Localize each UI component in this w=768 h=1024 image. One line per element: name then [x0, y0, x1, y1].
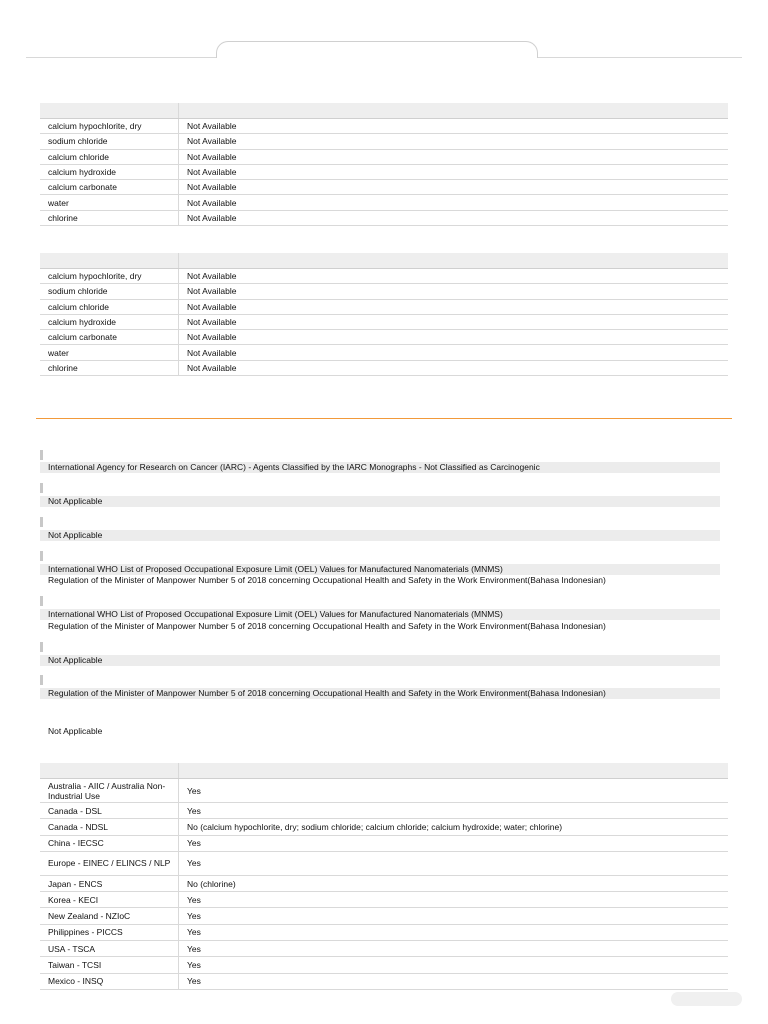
ingredient-cell: calcium carbonate — [40, 180, 179, 195]
value-cell: Not Available — [179, 314, 729, 329]
inventory-name: Europe - EINEC / ELINCS / NLP — [40, 851, 179, 875]
value-cell: Not Available — [179, 119, 729, 134]
inventory-status: No (calcium hypochlorite, dry; sodium chloride; calcium chloride; calcium hydroxide; water; chlorine) — [179, 819, 729, 835]
ingredient-cell: calcium hydroxide — [40, 314, 179, 329]
table-row — [40, 314, 728, 329]
table-row — [40, 924, 728, 940]
value-cell: Not Available — [179, 134, 729, 149]
inventory-name: New Zealand - NZIoC — [40, 908, 179, 924]
regulation-entry: Not Applicable — [40, 655, 720, 666]
regulation-entry: Not Applicable — [40, 496, 720, 507]
subsection-marker — [40, 596, 43, 606]
table-row — [40, 875, 728, 891]
regulation-entry: Regulation of the Minister of Manpower Number 5 of 2018 concerning Occupational Health and Safety in the Work Environment(Bahasa Indonesian) — [40, 688, 720, 699]
table-row — [40, 284, 728, 299]
ingredient-cell: chlorine — [40, 360, 179, 375]
table-row — [40, 180, 728, 195]
inventory-name: USA - TSCA — [40, 941, 179, 957]
ingredient-cell: calcium hypochlorite, dry — [40, 269, 179, 284]
exposure-table-2 — [40, 253, 728, 376]
subsection-marker — [40, 675, 43, 685]
table-row — [40, 908, 728, 924]
table-row — [40, 973, 728, 989]
value-cell: Not Available — [179, 149, 729, 164]
ingredient-cell: calcium hypochlorite, dry — [40, 119, 179, 134]
subsection-marker — [40, 551, 43, 561]
table-header — [40, 253, 728, 269]
ingredient-cell: sodium chloride — [40, 134, 179, 149]
regulation-entry: Not Applicable — [40, 530, 720, 541]
ingredient-cell: calcium hydroxide — [40, 164, 179, 179]
value-cell: Not Available — [179, 180, 729, 195]
table-row — [40, 892, 728, 908]
table-row — [40, 360, 728, 375]
regulation-entry: International WHO List of Proposed Occupational Exposure Limit (OEL) Values for Manufactured Nanomaterials (MNMS) — [40, 564, 720, 575]
value-cell: Not Available — [179, 299, 729, 314]
table-row — [40, 149, 728, 164]
value-cell: Not Available — [179, 210, 729, 225]
page-indicator — [671, 992, 742, 1006]
subsection-marker — [40, 517, 43, 527]
regulation-entry: Regulation of the Minister of Manpower Number 5 of 2018 concerning Occupational Health and Safety in the Work Environment(Bahasa Indonesian) — [48, 621, 606, 631]
value-cell: Not Available — [179, 284, 729, 299]
table-row — [40, 803, 728, 819]
inventory-status: Yes — [179, 892, 729, 908]
table-row — [40, 210, 728, 225]
inventory-status: Yes — [179, 941, 729, 957]
regulation-entry: International WHO List of Proposed Occupational Exposure Limit (OEL) Values for Manufactured Nanomaterials (MNMS) — [40, 609, 720, 620]
inventory-name: Philippines - PICCS — [40, 924, 179, 940]
regulation-entry: International Agency for Research on Cancer (IARC) - Agents Classified by the IARC Monographs - Not Classified as Carcinogenic — [40, 462, 720, 473]
inventory-name: Japan - ENCS — [40, 875, 179, 891]
inventory-name: Taiwan - TCSI — [40, 957, 179, 973]
inventory-name: Korea - KECI — [40, 892, 179, 908]
inventory-status: Yes — [179, 924, 729, 940]
inventory-name: Canada - DSL — [40, 803, 179, 819]
subsection-marker — [40, 642, 43, 652]
table-row — [40, 164, 728, 179]
value-cell: Not Available — [179, 195, 729, 210]
ingredient-cell: calcium chloride — [40, 149, 179, 164]
regulation-entry: Regulation of the Minister of Manpower Number 5 of 2018 concerning Occupational Health and Safety in the Work Environment(Bahasa Indonesian) — [48, 575, 606, 585]
inventory-name: Australia - AIIC / Australia Non-Industrial Use — [40, 779, 179, 803]
inventory-name: Canada - NDSL — [40, 819, 179, 835]
inventory-status: Yes — [179, 908, 729, 924]
ingredient-cell: sodium chloride — [40, 284, 179, 299]
subsection-marker — [40, 483, 43, 493]
ingredient-cell: calcium carbonate — [40, 330, 179, 345]
header-tab — [216, 41, 538, 58]
table-row — [40, 330, 728, 345]
ingredient-cell: calcium chloride — [40, 299, 179, 314]
table-row — [40, 119, 728, 134]
value-cell: Not Available — [179, 360, 729, 375]
table-row — [40, 835, 728, 851]
exposure-table-1 — [40, 103, 728, 226]
inventory-name: China - IECSC — [40, 835, 179, 851]
table-row — [40, 269, 728, 284]
table-header — [40, 103, 728, 119]
ingredient-cell: water — [40, 195, 179, 210]
inventory-table — [40, 763, 728, 990]
value-cell: Not Available — [179, 345, 729, 360]
section-divider — [36, 418, 732, 419]
table-row — [40, 134, 728, 149]
value-cell: Not Available — [179, 269, 729, 284]
table-row — [40, 957, 728, 973]
inventory-name: Mexico - INSQ — [40, 973, 179, 989]
table-row — [40, 299, 728, 314]
inventory-status: Yes — [179, 851, 729, 875]
ingredient-cell: water — [40, 345, 179, 360]
table-row — [40, 851, 728, 875]
value-cell: Not Available — [179, 164, 729, 179]
table-row — [40, 195, 728, 210]
inventory-status: No (chlorine) — [179, 875, 729, 891]
table-row — [40, 941, 728, 957]
inventory-status: Yes — [179, 957, 729, 973]
table-row — [40, 779, 728, 803]
subsection-marker — [40, 450, 43, 460]
value-cell: Not Available — [179, 330, 729, 345]
table-row — [40, 819, 728, 835]
table-header — [40, 763, 728, 779]
regulation-status: Not Applicable — [48, 726, 103, 736]
inventory-status: Yes — [179, 803, 729, 819]
ingredient-cell: chlorine — [40, 210, 179, 225]
inventory-status: Yes — [179, 835, 729, 851]
inventory-status: Yes — [179, 779, 729, 803]
inventory-status: Yes — [179, 973, 729, 989]
table-row — [40, 345, 728, 360]
